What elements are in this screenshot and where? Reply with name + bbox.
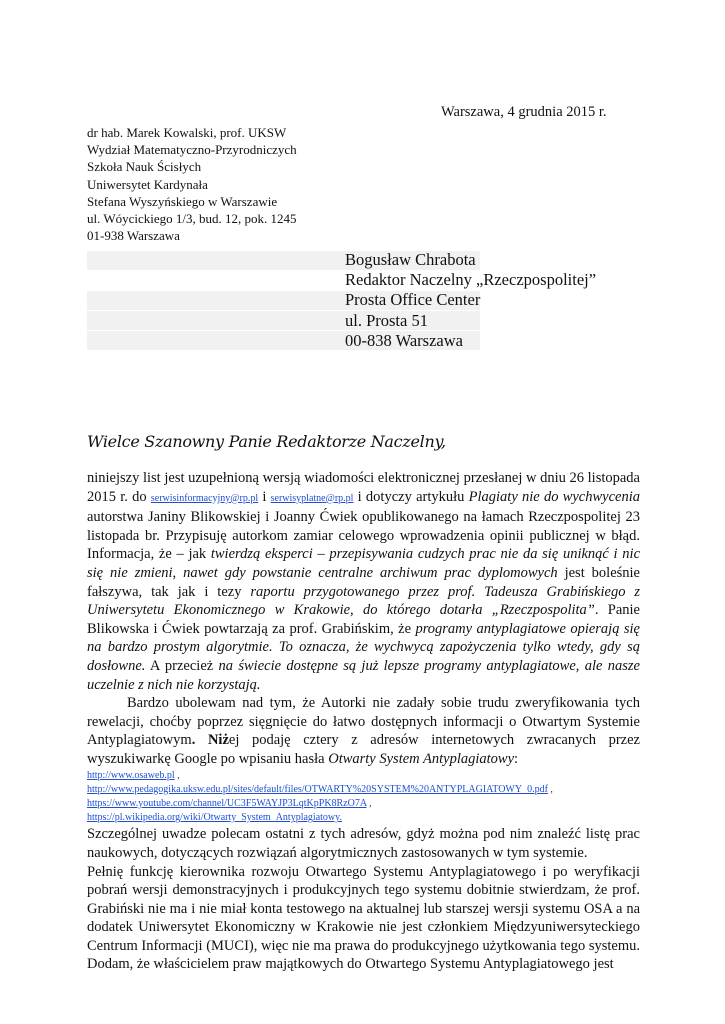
body-text: autorstwa Janiny Blikowskiej i Joanny Ćwiek opublikowanego na łamach Rzeczpospolitej 23 listopada br. Przypisuję autorkom zamiar celowego wprowadzenia opinii publicznej w błąd. Informacja, że – jak bbox=[87, 509, 640, 563]
body-text-bold: . Niż bbox=[191, 732, 229, 749]
sender-line: Stefana Wyszyńskiego w Warszawie bbox=[87, 193, 278, 209]
sender-line: Uniwersytet Kardynała bbox=[87, 176, 208, 192]
search-query: Otwarty System Antyplagiatowy bbox=[328, 750, 515, 767]
quote: na świecie dostępne są już lepsze programy antyplagiatowe, ale nasze uczelnie z nich nie korzystają. bbox=[87, 657, 640, 693]
quote: twierdzą eksperci – przepisywania cudzych prac nie da się uniknąć i nic się nie zmieni, nawet gdy powstanie centralne archiwum prac dyplomowych bbox=[87, 546, 641, 581]
url-link[interactable]: https://pl.wikipedia.org/wiki/Otwarty_System_Antyplagiatowy. bbox=[87, 812, 342, 824]
body-text: Bardzo ubolewam nad tym, że Autorki nie zadały sobie trudu zweryfikowania tych rewelacji, choćby poprzez sięgnięcie do łatwo dostępnych informacji o Otwartym Systemie Antyplagiatowym bbox=[87, 695, 640, 749]
paragraph bbox=[87, 469, 640, 694]
sender-line: dr hab. Marek Kowalski, prof. UKSW bbox=[87, 125, 287, 140]
salutation: Wielce Szanowny Panie Redaktorze Naczelny, bbox=[87, 432, 446, 451]
recipient-line: Redaktor Naczelny „Rzeczpospolitej” bbox=[345, 270, 597, 290]
recipient-line: Prosta Office Center bbox=[345, 290, 481, 310]
sender-line: ul. Wóycickiego 1/3, bud. 12, pok. 1245 bbox=[87, 211, 297, 227]
body-text: niniejszy list jest uzupełnioną wersją wiadomości elektronicznej przesłanej w dniu 26 listopada 2015 r. do bbox=[87, 470, 640, 505]
sender-address bbox=[87, 124, 297, 244]
recipient-line: 00-838 Warszawa bbox=[345, 330, 463, 350]
body-text: . Panie Blikowska i Ćwiek powtarzają za prof. Grabińskim, że bbox=[87, 602, 640, 637]
email-link[interactable]: serwisyplatne@rp.pl bbox=[270, 492, 354, 504]
quote: raportu przygotowanego przez prof. Tadeusza Grabińskiego z Uniwersytetu Ekonomicznego w Krakowie, do którego dotarła „Rzeczpospolita” bbox=[87, 583, 641, 619]
body-text: : bbox=[514, 750, 519, 767]
paragraph bbox=[87, 694, 640, 768]
link-list-item bbox=[87, 783, 640, 797]
link-list-item bbox=[87, 811, 640, 825]
sender-line: Wydział Matematyczno-Przyrodniczych bbox=[87, 142, 297, 158]
letter-body bbox=[87, 469, 640, 974]
body-text: i dotyczy artykułu bbox=[353, 488, 469, 505]
paragraph: Szczególnej uwadze polecam ostatni z tych adresów, gdyż można pod nim znaleźć listę prac naukowych, dotyczących rozwiązań algorytmicznych zastosowanych w tym systemie. bbox=[87, 826, 640, 861]
letter-date: Warszawa, 4 grudnia 2015 r. bbox=[441, 104, 607, 120]
sender-line: 01-938 Warszawa bbox=[87, 228, 180, 244]
email-link[interactable]: serwisinformacyjny@rp.pl bbox=[150, 492, 259, 504]
body-text: jest boleśnie fałszywa, tak jak i tezy bbox=[87, 564, 640, 600]
sender-line: Szkoła Nauk Ścisłych bbox=[87, 159, 202, 175]
recipient-address bbox=[345, 250, 596, 351]
url-link[interactable]: http://www.pedagogika.uksw.edu.pl/sites/default/files/OTWARTY%20SYSTEM%20ANTYPLAGIATOWY_0.pdf bbox=[87, 783, 548, 795]
body-text: A przecież bbox=[145, 657, 219, 674]
recipient-line: ul. Prosta 51 bbox=[345, 310, 428, 330]
separator: , bbox=[547, 783, 553, 795]
separator: , bbox=[366, 797, 372, 809]
quote: programy antyplagiatowe opierają się na bardzo prostym algorytmie. To oznacza, że wychwycą zapożyczenia tylko wtedy, gdy są dosłowne. bbox=[87, 620, 640, 674]
body-text: i bbox=[258, 488, 271, 505]
url-link[interactable]: http://www.osaweb.pl bbox=[87, 769, 175, 781]
link-list-item bbox=[87, 769, 640, 783]
separator: , bbox=[174, 769, 180, 781]
article-title: Plagiaty nie do wychwycenia bbox=[468, 488, 640, 505]
url-link[interactable]: https://www.youtube.com/channel/UC3F5WAYJP3LqtKpPK8RzO7A bbox=[87, 797, 367, 809]
paragraph: Pełnię funkcję kierownika rozwoju Otwartego Systemu Antyplagiatowego i po weryfikacji pobrań wersji demonstracyjnych i produkcyjnych tego systemu dobitnie stwierdzam, że prof. Grabiński nie ma i nie miał konta testowego na aktualnej lub starszej wersji systemu OSA a na dodatek Uniwersytet Ekonomiczny w Krakowie nie jest członkiem Międzyuniwersyteckiego Centrum Informacji (MUCI), więc nie ma prawa do produkcyjnego użytkowania tego systemu. Dodam, że właścicielem praw majątkowych do Otwartego Systemu Antyplagiatowego jest bbox=[87, 863, 640, 973]
recipient-line: Bogusław Chrabota bbox=[345, 250, 476, 269]
link-list-item bbox=[87, 797, 640, 811]
body-text: ej podaję cztery z adresów internetowych zwracanych przez wyszukiwarkę Google po wpisaniu hasła bbox=[87, 732, 640, 767]
